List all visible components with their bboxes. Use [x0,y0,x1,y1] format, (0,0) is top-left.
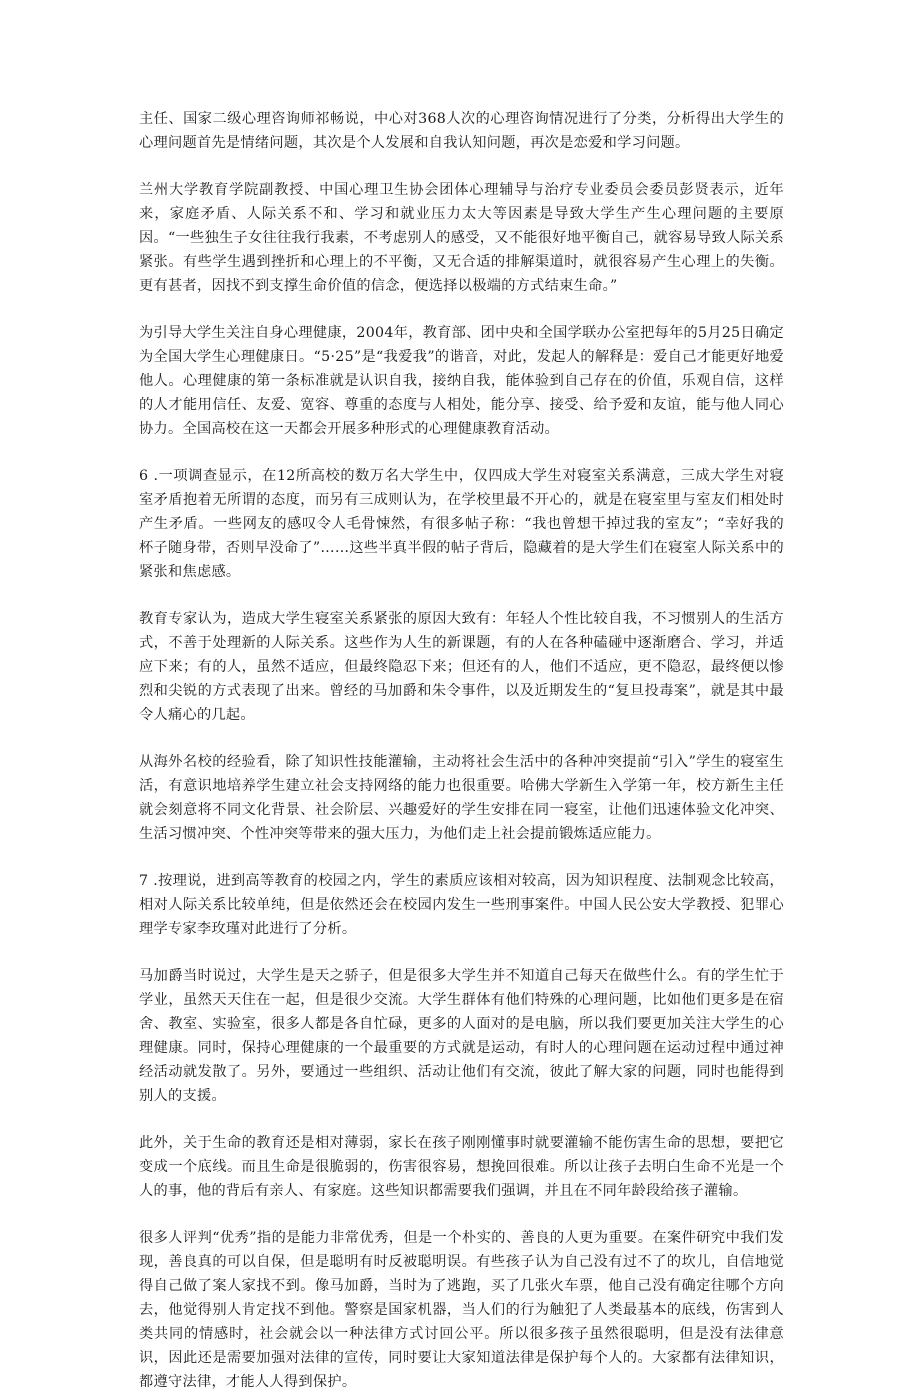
paragraph-9: 此外，关于生命的教育还是相对薄弱，家长在孩子刚刚懂事时就要灌输不能伤害生命的思想，要把它变成一个底线。而且生命是很脆弱的，伤害很容易，想挽回很难。所以让孩子去明白生命不光是一个人的事，他的背后有亲人、有家庭。这些知识都需要我们强调，并且在不同年龄段给孩子灌输。 [139,1135,784,1199]
paragraph-8: 马加爵当时说过，大学生是天之骄子，但是很多大学生并不知道自己每天在做些什么。有的学生忙于学业，虽然天天住在一起，但是很少交流。大学生群体有他们特殊的心理问题，比如他们更多是在宿舍、教室、实验室，很多人都是各自忙碌，更多的人面对的是电脑，所以我们要更加关注大学生的心理健康。同时，保持心理健康的一个最重要的方式就是运动，有时人的心理问题在运动过程中通过神经活动就发散了。另外，要通过一些组织、活动让他们有交流，彼此了解大家的问题，同时也能得到别人的支援。 [139,968,784,1104]
paragraph-4: 6 .一项调查显示，在12所高校的数万名大学生中，仅四成大学生对寝室关系满意，三成大学生对寝室矛盾抱着无所谓的态度，而另有三成则认为，在学校里最不开心的，就是在寝室里与室友们相处时产生矛盾。一些网友的感叹令人毛骨悚然，有很多帖子称：“我也曾想干掉过我的室友”；“幸好我的杯子随身带，否则早没命了”……这些半真半假的帖子背后，隐藏着的是大学生们在寝室人际关系中的紧张和焦虑感。 [139,468,785,580]
paragraph-3: 为引导大学生关注自身心理健康，2004年，教育部、团中央和全国学联办公室把每年的5月25日确定为全国大学生心理健康日。“5·25”是“我爱我”的谐音，对此，发起人的解释是：爱自己才能更好地爱他人。心理健康的第一条标准就是认识自我，接纳自我，能体验到自己存在的价值，乐观自信，这样的人才能用信任、友爱、宽容、尊重的态度与人相处，能分享、接受、给予爱和友谊，能与他人同心协力。全国高校在这一天都会开展多种形式的心理健康教育活动。 [139,325,784,437]
paragraph-5: 教育专家认为，造成大学生寝室关系紧张的原因大致有：年轻人个性比较自我，不习惯别人的生活方式，不善于处理新的人际关系。这些作为人生的新课题，有的人在各种磕碰中逐渐磨合、学习，并适应下来；有的人，虽然不适应，但最终隐忍下来；但还有的人，他们不适应，更不隐忍，最终便以惨烈和尖锐的方式表现了出来。曾经的马加爵和朱令事件，以及近期发生的“复旦投毒案”，就是其中最令人痛心的几起。 [139,611,784,723]
paragraph-2: 兰州大学教育学院副教授、中国心理卫生协会团体心理辅导与治疗专业委员会委员彭贤表示，近年来，家庭矛盾、人际关系不和、学习和就业压力太大等因素是导致大学生产生心理问题的主要原因。“一些独生子女往往我行我素，不考虑别人的感受，又不能很好地平衡自己，就容易导致人际关系紧张。有些学生遇到挫折和心理上的不平衡，又无合适的排解渠道时，就很容易产生心理上的失衡。更有甚者，因找不到支撑生命价值的信念，便选择以极端的方式结束生命。” [139,182,785,294]
document-body [139,107,784,1394]
paragraph-7: 7 .按理说，进到高等教育的校园之内，学生的素质应该相对较高，因为知识程度、法制观念比较高，相对人际关系比较单纯，但是依然还会在校园内发生一些刑事案件。中国人民公安大学教授、犯罪心理学专家李玫瑾对此进行了分析。 [139,873,784,937]
paragraph-1: 主任、国家二级心理咨询师祁畅说，中心对368人次的心理咨询情况进行了分类，分析得出大学生的心理问题首先是情绪问题，其次是个人发展和自我认知问题，再次是恋爱和学习问题。 [139,111,784,151]
paragraph-6: 从海外名校的经验看，除了知识性技能灌输，主动将社会生活中的各种冲突提前“引入”学生的寝室生活，有意识地培养学生建立社会支持网络的能力也很重要。哈佛大学新生入学第一年，校方新生主任就会刻意将不同文化背景、社会阶层、兴趣爱好的学生安排在同一寝室，让他们迅速体验文化冲突、生活习惯冲突、个性冲突等带来的强大压力，为他们走上社会提前锻炼适应能力。 [139,754,784,842]
paragraph-10: 很多人评判“优秀”指的是能力非常优秀，但是一个朴实的、善良的人更为重要。在案件研究中我们发现，善良真的可以自保，但是聪明有时反被聪明误。有些孩子认为自己没有过不了的坎儿，自信地觉得自己做了案人家找不到。像马加爵，当时为了逃跑，买了几张火车票，他自己没有确定往哪个方向去，他觉得别人肯定找不到他。警察是国家机器，当人们的行为触犯了人类最基本的底线，伤害到人类共同的情感时，社会就会以一种法律方式讨回公平。所以很多孩子虽然很聪明，但是没有法律意识，因此还是需要加强对法律的宣传，同时要让大家知道法律是保护每个人的。大家都有法律知识，都遵守法律，才能人人得到保护。 [139,1230,784,1390]
